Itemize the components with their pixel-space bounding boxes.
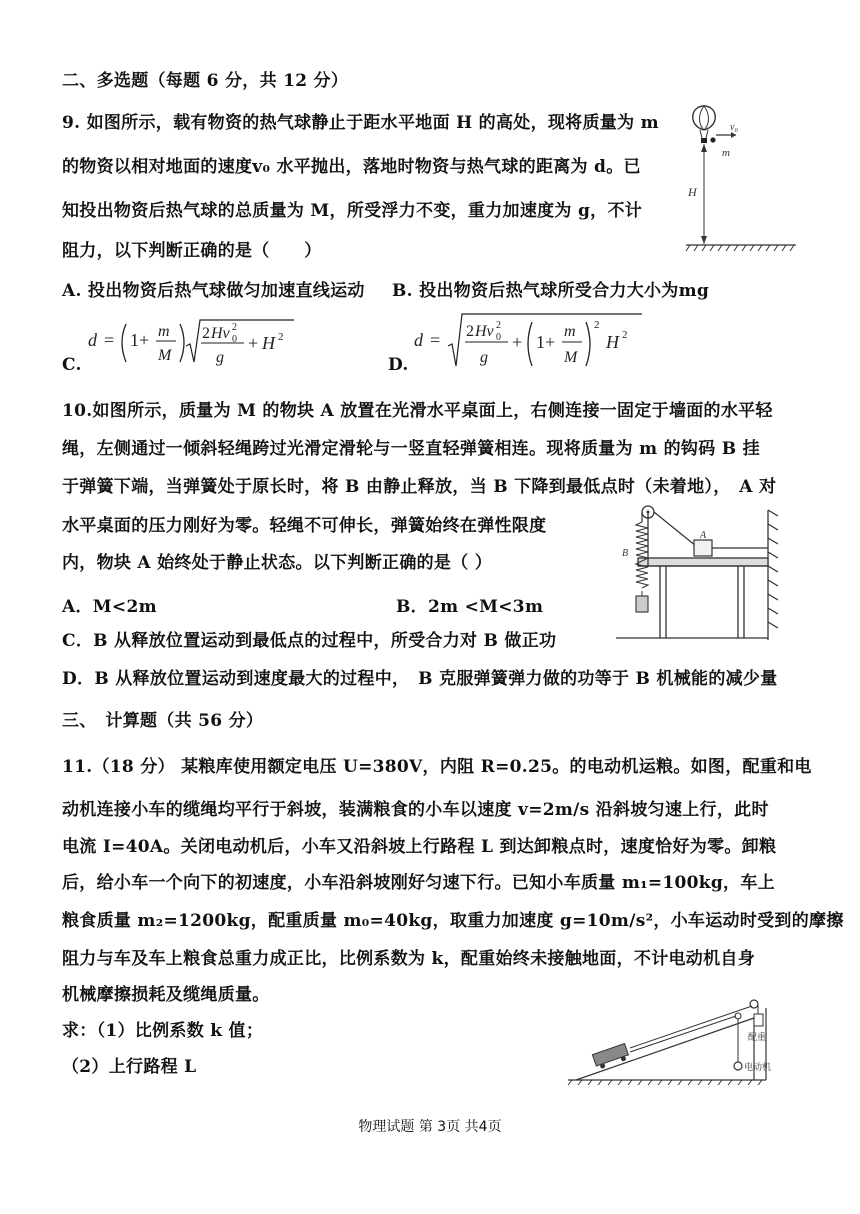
page-footer: 物理试题 第 3页 共4页 xyxy=(358,1119,502,1135)
section-title-calculation: 三、 计算题（共 56 分） xyxy=(62,711,264,731)
q9-line-1: 9. 如图所示，载有物资的热气球静止于距水平地面 H 的高处，现将质量为 m xyxy=(62,113,659,133)
fig-label-A: A xyxy=(700,530,707,541)
q9-option-d-formula xyxy=(410,308,650,374)
fig-label-H: H xyxy=(688,185,697,199)
svg-text:2: 2 xyxy=(622,329,628,341)
q11-incline-figure xyxy=(562,996,802,1086)
svg-text:+: + xyxy=(248,333,259,353)
svg-text:0: 0 xyxy=(496,332,501,343)
spring-icon xyxy=(636,522,648,561)
cart-icon xyxy=(592,1044,630,1071)
q11-line-6: 阻力与车及车上粮食总重力成正比，比例系数为 k，配重始终未接触地面，不计电动机自身 xyxy=(62,949,755,969)
q11-line-1: 11.（18 分） 某粮库使用额定电压 U=380V，内阻 R=0.25。的电动机运粮。如图，配重和电 xyxy=(62,757,812,777)
svg-text:H: H xyxy=(262,333,275,353)
fig-label-v0: v₀ xyxy=(730,122,738,133)
q9-option-c-label: C. xyxy=(62,355,82,375)
q11-line-5: 粮食质量 m₂=1200kg，配重质量 m₀=40kg，取重力加速度 g=10m/s²，小车运动时受到的摩擦 xyxy=(62,911,844,931)
svg-text:=: = xyxy=(430,330,441,350)
hook-weight-B xyxy=(636,596,648,612)
q10-line-5: 内，物块 A 始终处于静止状态。以下判断正确的是（ ） xyxy=(62,553,493,573)
q9-line-4: 阻力，以下判断正确的是（ ） xyxy=(62,241,322,261)
q9-option-b: B. 投出物资后热气球所受合力大小为mg xyxy=(392,281,710,301)
q11-line-3: 电流 I=40A。关闭电动机后，小车又沿斜坡上行路程 L 到达卸粮点时，速度恰好为零。卸粮 xyxy=(62,837,777,857)
svg-text:d: d xyxy=(88,330,97,350)
svg-text:m: m xyxy=(564,323,576,340)
q11-line-4: 后，给小车一个向下的初速度，小车沿斜坡刚好匀速下行。已知小车质量 m₁=100kg，车上 xyxy=(62,873,775,893)
q9-option-d-label: D. xyxy=(388,355,409,375)
motor-icon xyxy=(734,1062,742,1070)
svg-text:g: g xyxy=(480,349,488,366)
q10-line-4: 水平桌面的压力刚好为零。轻绳不可伸长，弹簧始终在弹性限度 xyxy=(62,516,547,536)
svg-text:=: = xyxy=(104,330,115,350)
top-pulley-icon xyxy=(750,1000,758,1008)
counterweight-box xyxy=(754,1014,763,1026)
q10-line-2: 绳，左侧通过一倾斜轻绳跨过光滑定滑轮与一竖直轻弹簧相连。现将质量为 m 的钩码 B 挂 xyxy=(62,439,760,459)
svg-text:m: m xyxy=(158,323,170,340)
q11-line-2: 动机连接小车的缆绳均平行于斜坡，装满粮食的小车以速度 v=2m/s 沿斜坡匀速上行，此时 xyxy=(62,800,769,820)
q9-balloon-figure xyxy=(680,100,800,260)
cargo-dot xyxy=(710,137,715,142)
cable-to-motor xyxy=(630,1016,736,1052)
q9-line-2: 的物资以相对地面的速度v₀ 水平抛出，落地时物资与热气球的距离为 d。已 xyxy=(62,157,641,177)
svg-text:2: 2 xyxy=(466,323,474,340)
slanted-rope xyxy=(654,512,696,546)
svg-text:2: 2 xyxy=(496,320,501,331)
q9-line-3: 知投出物资后热气球的总质量为 M，所受浮力不变，重力加速度为 g，不计 xyxy=(62,201,643,221)
q10-spring-table-figure xyxy=(608,500,780,648)
q9-option-c-formula xyxy=(84,312,304,372)
hot-air-balloon-icon xyxy=(693,106,716,143)
q10-line-1: 10.如图所示，质量为 M 的物块 A 放置在光滑水平桌面上，右侧连接一固定于墙面的水平轻 xyxy=(62,401,773,421)
fig-label-B: B xyxy=(622,548,629,559)
svg-text:H: H xyxy=(606,332,619,352)
fig-label-m: m xyxy=(722,147,730,159)
q11-ask-1: 求：（1）比例系数 k 值； xyxy=(62,1021,264,1041)
svg-text:Hv: Hv xyxy=(475,323,494,340)
svg-text:2: 2 xyxy=(594,319,600,331)
svg-text:M: M xyxy=(158,347,172,364)
svg-text:0: 0 xyxy=(232,334,237,345)
svg-text:2: 2 xyxy=(278,331,284,343)
svg-text:2: 2 xyxy=(202,325,210,342)
fig-label-motor: 电动机 xyxy=(744,1063,772,1073)
q10-option-a: A．M<2m xyxy=(62,597,157,617)
svg-text:M: M xyxy=(564,349,578,366)
q10-option-b: B．2m <M<3m xyxy=(396,597,544,617)
svg-text:1+: 1+ xyxy=(130,330,150,350)
section-title-multiple-choice: 二、多选题（每题 6 分，共 12 分） xyxy=(62,71,349,91)
q10-option-c: C．B 从释放位置运动到最低点的过程中，所受合力对 B 做正功 xyxy=(62,631,557,651)
svg-text:1+: 1+ xyxy=(536,332,556,352)
q11-line-7: 机械摩擦损耗及缆绳质量。 xyxy=(62,985,270,1005)
svg-text:Hv: Hv xyxy=(211,325,230,342)
q10-option-d: D．B 从释放位置运动到速度最大的过程中， B 克服弹簧弹力做的功等于 B 机械能的减少量 xyxy=(62,669,778,689)
svg-text:+: + xyxy=(512,332,523,352)
block-A xyxy=(694,540,712,556)
svg-text:2: 2 xyxy=(232,322,237,333)
q9-option-a: A. 投出物资后热气球做匀加速直线运动 xyxy=(62,281,365,301)
fig-label-counterweight: 配重 xyxy=(748,1033,767,1043)
q11-ask-2: （2）上行路程 L xyxy=(62,1057,197,1077)
svg-text:d: d xyxy=(414,330,423,350)
cable-to-counterweight xyxy=(630,1006,752,1048)
svg-text:g: g xyxy=(216,349,224,366)
q10-line-3: 于弹簧下端，当弹簧处于原长时，将 B 由静止释放，当 B 下降到最低点时（未着地）， A 对 xyxy=(62,477,777,497)
